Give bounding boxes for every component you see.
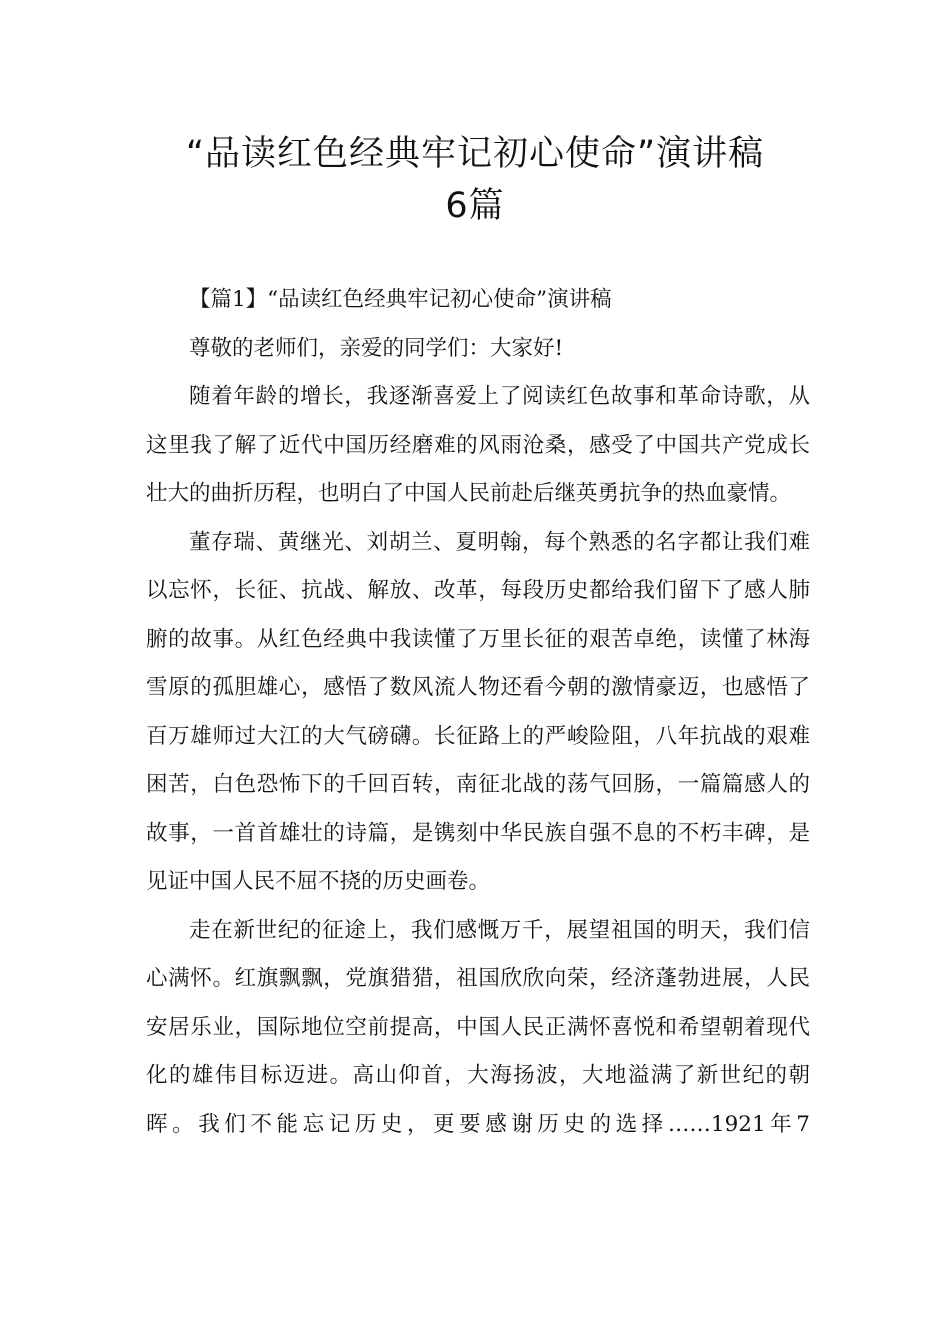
body-paragraph-3: 走在新世纪的征途上，我们感慨万千，展望祖国的明天，我们信心满怀。红旗飘飘，党旗猎猎，祖国欣欣向荣，经济蓬勃进展，人民安居乐业，国际地位空前提高，中国人民正满怀喜悦和希望朝着现代化的雄伟目标迈进。高山仰首，大海扬波，大地溢满了新世纪的朝晖。我们不能忘记历史，更要感谢历史的选择……1921年7 xyxy=(146,917,810,1137)
greeting-paragraph: 尊敬的老师们，亲爱的同学们：大家好! xyxy=(189,335,564,361)
title-line-2: 6篇 xyxy=(445,186,505,226)
body-paragraph-1: 随着年龄的增长，我逐渐喜爱上了阅读红色故事和革命诗歌，从这里我了解了近代中国历经磨难的风雨沧桑，感受了中国共产党成长壮大的曲折历程，也明白了中国人民前赴后继英勇抗争的热血豪情。 xyxy=(146,384,810,506)
body-paragraph-2: 董存瑞、黄继光、刘胡兰、夏明翰，每个熟悉的名字都让我们难以忘怀，长征、抗战、解放、改革，每段历史都给我们留下了感人肺腑的故事。从红色经典中我读懂了万里长征的艰苦卓绝，读懂了林海雪原的孤胆雄心，感悟了数风流人物还看今朝的激情豪迈，也感悟了百万雄师过大江的大气磅礴。长征路上的严峻险阻，八年抗战的艰难困苦，白色恐怖下的千回百转，南征北战的荡气回肠，一篇篇感人的故事，一首首雄壮的诗篇，是镌刻中华民族自强不息的不朽丰碑，是见证中国人民不屈不挠的历史画卷。 xyxy=(146,529,810,894)
document-body xyxy=(146,276,810,1149)
title-line-1: “品读红色经典牢记初心使命”演讲稿 xyxy=(185,134,765,174)
document-title xyxy=(120,128,830,232)
section-heading: 【篇1】“品读红色经典牢记初心使命”演讲稿 xyxy=(189,287,612,312)
